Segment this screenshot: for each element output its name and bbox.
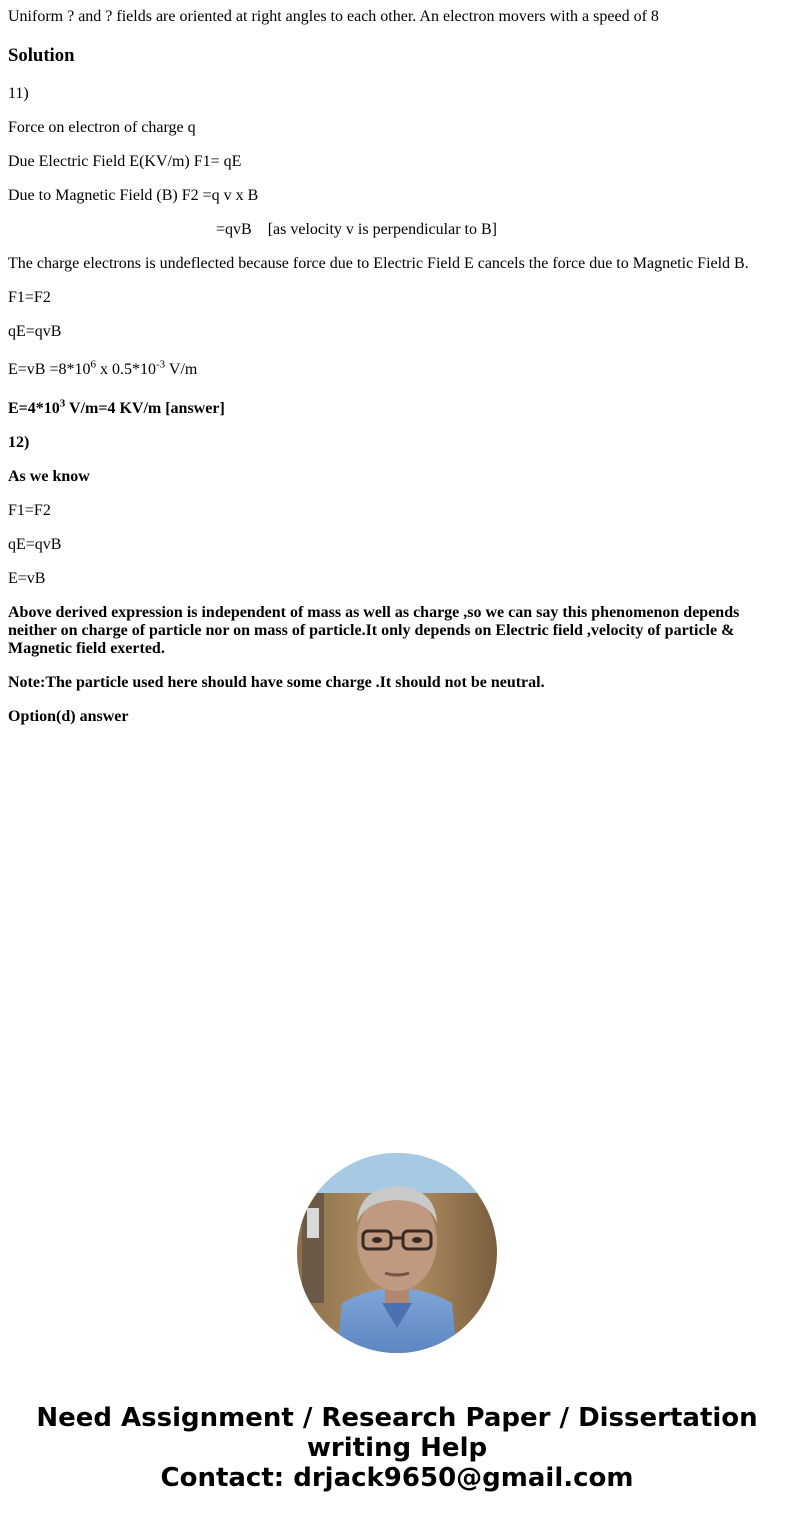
promo-line-2: writing Help bbox=[306, 1433, 488, 1463]
f1-equals-f2: F1=F2 bbox=[8, 289, 51, 306]
f1-equals-f2-2: F1=F2 bbox=[8, 502, 51, 519]
solution-heading: Solution bbox=[8, 45, 75, 66]
part-11-label: 11) bbox=[8, 85, 29, 102]
qvb-line: =qvB [as velocity v is perpendicular to B] bbox=[216, 221, 497, 238]
author-avatar bbox=[297, 1153, 497, 1353]
question-text: Uniform ? and ? fields are oriented at right angles to each other. An electron movers with a speed of 8 bbox=[8, 8, 659, 25]
note-line: Note:The particle used here should have some charge .It should not be neutral. bbox=[8, 674, 545, 691]
calculation-line: $E=vB =8*10^6$ x $0.5*10^{-3}$ V/m bbox=[8, 358, 198, 378]
force-line: Force on electron of charge q bbox=[8, 119, 196, 136]
part-12-label: 12) bbox=[8, 434, 30, 451]
promo-banner bbox=[0, 1403, 794, 1493]
electric-force-line: Due Electric Field E(KV/m) F1= qE bbox=[8, 153, 242, 170]
e-equals-vb: E=vB bbox=[8, 570, 46, 587]
qe-equals-qvb-2: qE=qvB bbox=[8, 536, 62, 553]
answer-line: $E=4*10^3$ V/m=4 KV/m [answer] bbox=[8, 397, 225, 417]
promo-line-1: Need Assignment / Research Paper / Dissertation bbox=[36, 1403, 758, 1433]
magnetic-force-line: Due to Magnetic Field (B) F2 =q v x B bbox=[8, 187, 259, 204]
undeflected-explanation: The charge electrons is undeflected because force due to Electric Field E cancels the force due to Magnetic Field B. bbox=[8, 255, 749, 272]
author-photo-illustration bbox=[297, 1153, 497, 1353]
qe-equals-qvb: qE=qvB bbox=[8, 323, 62, 340]
option-answer: Option(d) answer bbox=[8, 708, 129, 725]
as-we-know: As we know bbox=[8, 468, 90, 485]
promo-contact: Contact: drjack9650@gmail.com bbox=[160, 1463, 634, 1493]
explanation-paragraph: Above derived expression is independent of mass as well as charge ,so we can say this phenomenon depends neither on charge of particle nor on mass of particle.It only depends on Electric field ,velocity of particle & Magnetic field exerted. bbox=[8, 604, 740, 657]
